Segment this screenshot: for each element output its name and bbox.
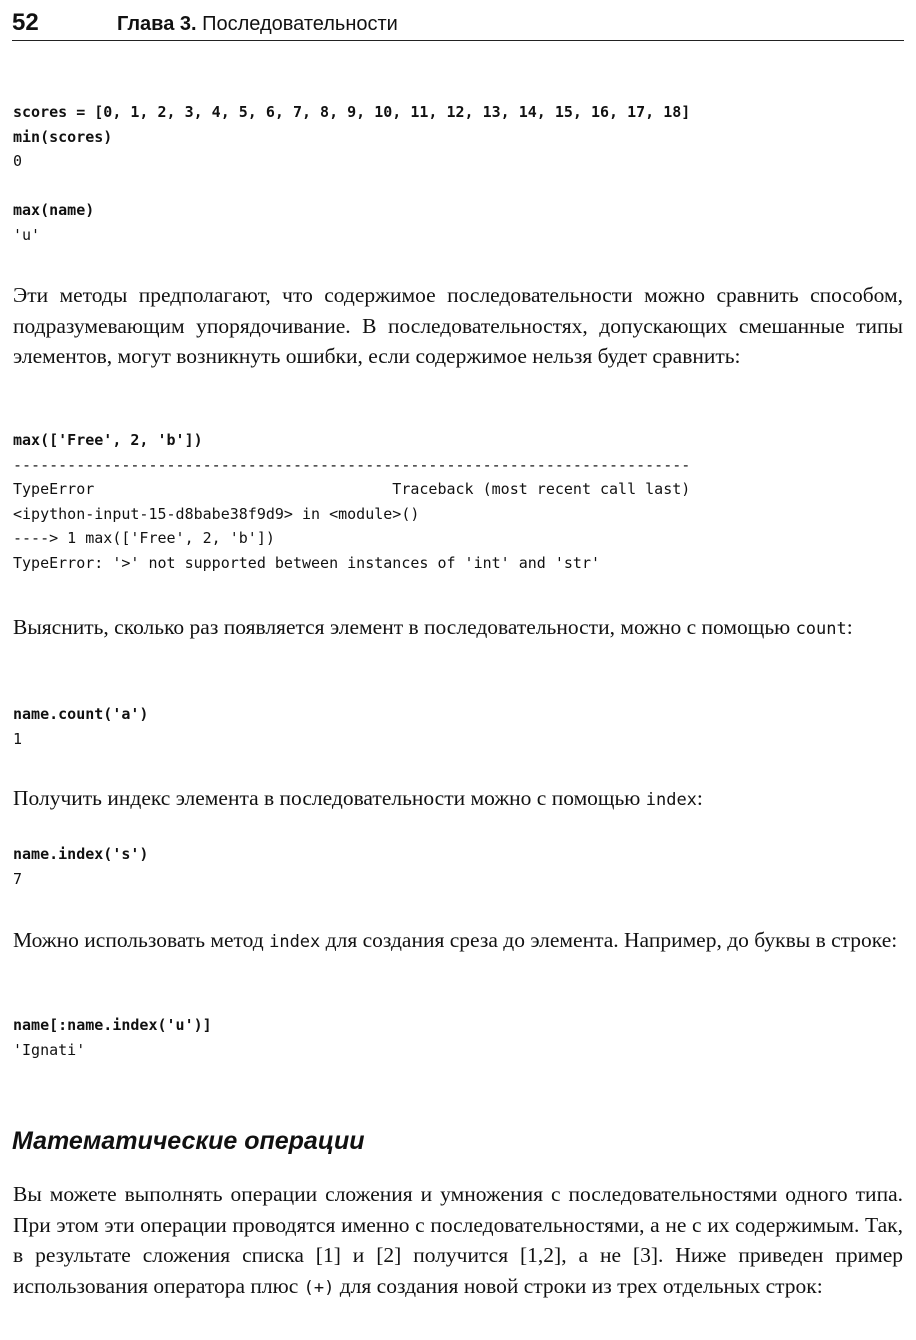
page-number: 52 xyxy=(12,9,39,36)
paragraph-text: для создания среза до элемента. Например, до буквы в строке: xyxy=(320,928,898,952)
paragraph-text: Можно использовать метод xyxy=(13,928,270,952)
traceback-line: ----> 1 max(['Free', 2, 'b']) xyxy=(13,529,275,547)
paragraph-count xyxy=(13,612,903,645)
code-block-slice xyxy=(13,1013,212,1062)
inline-code: index xyxy=(269,932,321,952)
inline-code: (+) xyxy=(303,1277,335,1298)
paragraph-slice xyxy=(13,925,903,958)
code-line: scores = [0, 1, 2, 3, 4, 5, 6, 7, 8, 9, 10, 11, 12, 13, 14, 15, 16, 17, 18] xyxy=(13,103,691,121)
code-block-count xyxy=(13,702,148,751)
paragraph-text: Вы можете выполнять операции сложения и умножения с последовательностями одного типа. При этом эти операции проводятся именно с последовательностями, а не с их содержимым. Так, в результате сложения списка [1] и [2] получится [1,2], а не [3]. Ниже приведен пример использования оператора плюс xyxy=(13,1182,903,1298)
page-header xyxy=(12,8,904,41)
traceback-separator: --------------------------------------------------------------------------- xyxy=(13,455,691,474)
code-output: 'Ignati' xyxy=(13,1040,86,1059)
traceback-line: <ipython-input-15-d8babe38f9d9> in <module>() xyxy=(13,504,420,523)
code-block-index xyxy=(13,842,148,891)
code-block-min-max xyxy=(13,100,690,247)
traceback-line: TypeError Traceback (most recent call last) xyxy=(13,480,691,498)
running-title xyxy=(117,8,398,40)
paragraph-math-operations xyxy=(13,1179,903,1303)
section-heading: Математические операции xyxy=(12,1127,365,1155)
paragraph-text: Получить индекс элемента в последовательности можно с помощью xyxy=(13,786,646,810)
code-output: 1 xyxy=(13,729,23,748)
code-output: 7 xyxy=(13,869,23,888)
paragraph-text: Выяснить, сколько раз появляется элемент в последовательности, можно с помощью xyxy=(13,615,796,639)
code-line: min(scores) xyxy=(13,127,113,146)
paragraph-index xyxy=(13,783,903,816)
code-line: name[:name.index('u')] xyxy=(13,1016,212,1034)
code-line: name.count('a') xyxy=(13,705,149,723)
code-line: max(['Free', 2, 'b']) xyxy=(13,431,203,449)
paragraph-punctuation: : xyxy=(696,786,703,810)
paragraph-text: для создания новой строки из трех отдельных строк: xyxy=(334,1273,823,1298)
code-output: 'u' xyxy=(13,225,41,244)
code-block-type-error xyxy=(13,428,690,575)
paragraph-comparison: Эти методы предполагают, что содержимое последовательности можно сравнить способом, подразумевающим упорядочивание. В последовательностях, допускающих смешанные типы элементов, могут возникнуть ошибки, если содержимое нельзя будет сравнить: xyxy=(13,283,903,369)
code-line: max(name) xyxy=(13,201,95,219)
code-output: 0 xyxy=(13,152,23,170)
traceback-line: TypeError: '>' not supported between instances of 'int' and 'str' xyxy=(13,553,600,572)
chapter-label: Глава 3. xyxy=(117,13,197,35)
chapter-title: Последовательности xyxy=(202,13,398,35)
inline-code: count xyxy=(795,619,847,639)
paragraph-punctuation: : xyxy=(846,615,853,639)
code-line: name.index('s') xyxy=(13,845,149,863)
inline-code: index xyxy=(645,790,697,810)
